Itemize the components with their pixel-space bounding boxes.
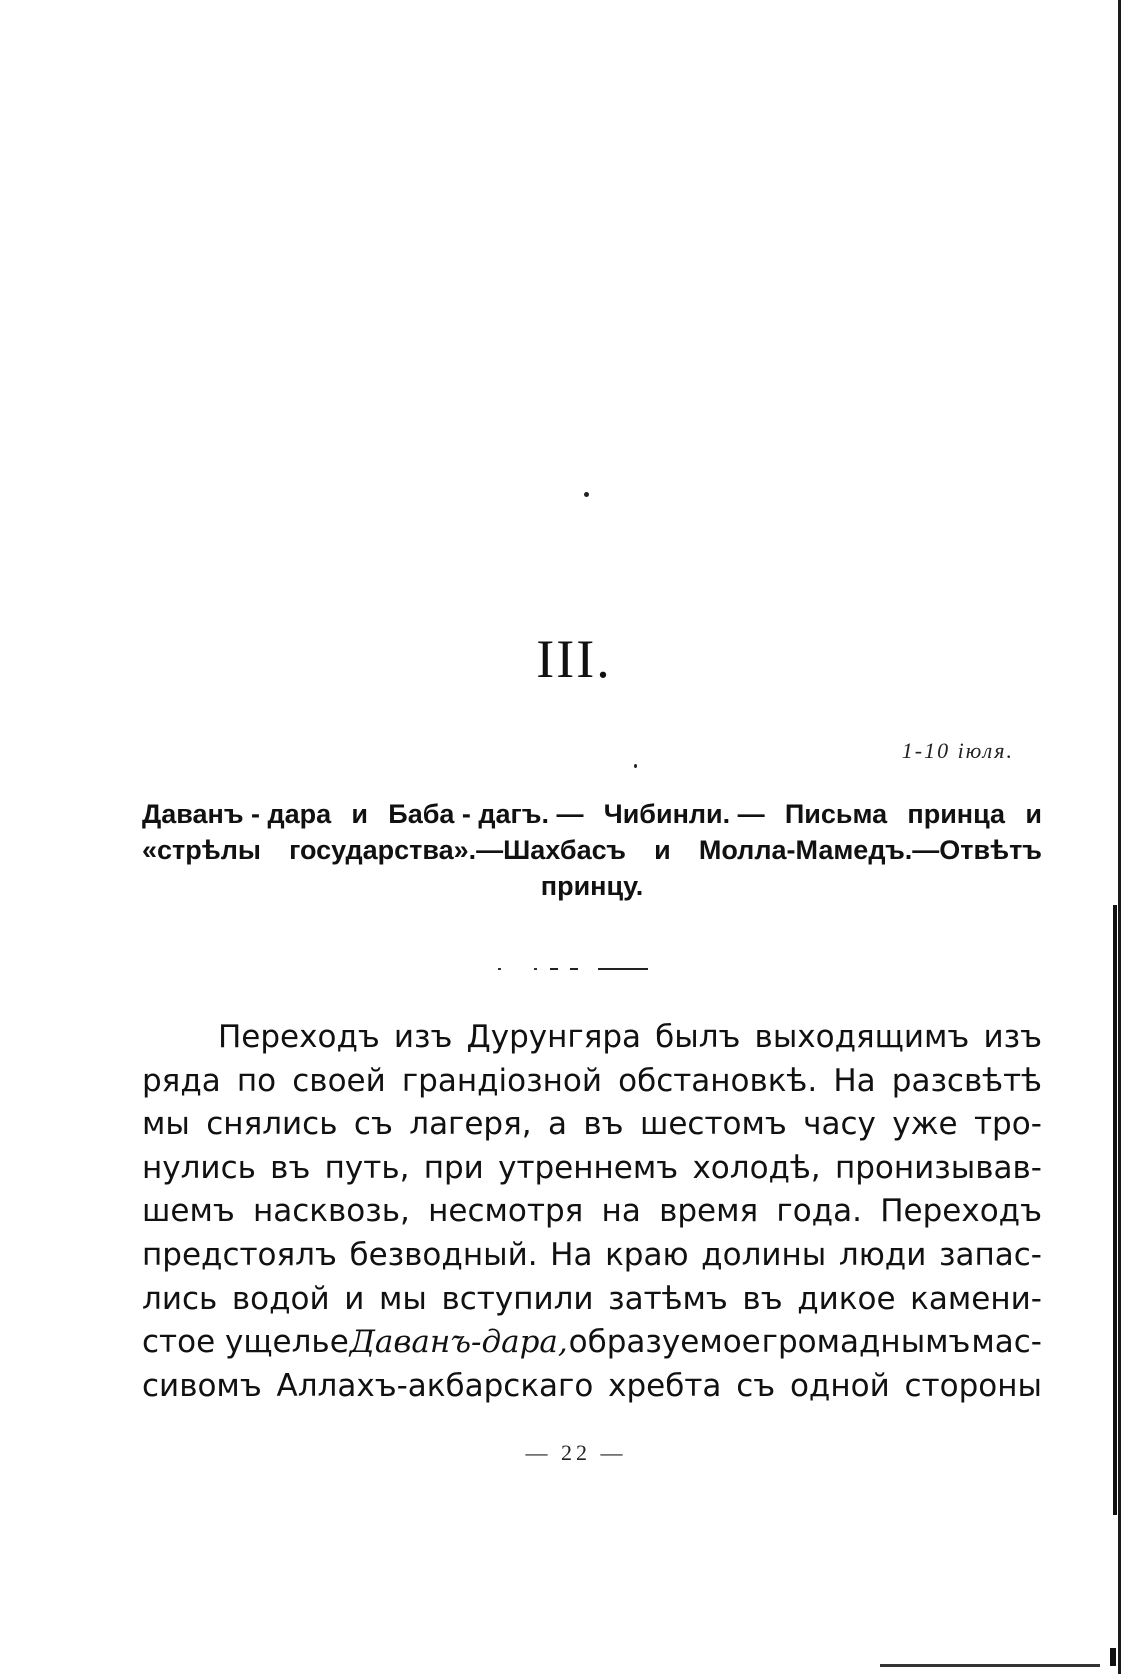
word: холодѣ, [692,1149,821,1186]
word: разсвѣтѣ [891,1062,1042,1099]
word: грандіозной [401,1062,602,1099]
word: въ [583,1106,624,1143]
text-line [142,1060,1042,1104]
text-line [142,1190,1042,1234]
divider-line [598,968,648,970]
summary-word: принцу. [540,871,644,901]
summary-line [142,868,1042,904]
word: былъ [655,1019,741,1055]
chapter-number: III. [536,629,612,689]
divider-dot [498,968,501,970]
word: громаднымъ [761,1324,971,1361]
summary-word: и [654,835,671,865]
word: тро- [974,1106,1042,1143]
word: Дурунгяра [466,1019,642,1055]
word: дикое [797,1280,896,1317]
word: года. [776,1193,862,1230]
word: Переходъ [880,1193,1042,1230]
word: выходящимъ [754,1019,970,1055]
word: безводный. [349,1236,538,1273]
text-line [142,1016,1042,1060]
word: обстановкѣ. [618,1062,818,1099]
text-line [142,1147,1042,1191]
word: время [659,1193,759,1230]
word: уже [892,1106,958,1143]
word: въ [742,1280,783,1317]
word: изъ [983,1019,1042,1055]
word: образуемое [568,1324,761,1361]
word: насквозь, [253,1193,410,1230]
text-line [142,1234,1042,1278]
word: люди [838,1236,927,1273]
word: мас- [971,1324,1042,1361]
word: снялись [206,1106,338,1143]
word: шестомъ [639,1106,787,1143]
divider-dash [570,968,578,970]
ink-speck [634,764,637,768]
summary-word: Баба - дагъ. — [388,799,584,829]
page-edge-shadow [1113,905,1117,1515]
word: шемъ [142,1193,235,1230]
word: нулись [142,1149,256,1186]
word: несмотря [428,1193,584,1230]
chapter-date: 1-10 іюля. [901,738,1014,763]
divider-dot [534,968,537,970]
word: на [601,1193,641,1230]
page-number: — 22 — [525,1440,627,1465]
summary-word: принца [907,799,1006,829]
word: изъ [393,1019,453,1055]
summary-line [142,832,1042,868]
word: запас- [938,1236,1042,1273]
scan-edge-mark [880,1664,1100,1667]
word: лагеря, [409,1106,532,1143]
text-line [142,1103,1042,1147]
word: долины [701,1236,827,1273]
word: путь, [324,1149,410,1186]
word: своей [292,1062,386,1099]
word: лись [142,1280,218,1317]
word: На [550,1236,593,1273]
phrase: стое ущелье [142,1324,349,1361]
italic-place-name: Даванъ-дара, [349,1324,568,1361]
word: сивомъ [142,1367,262,1404]
summary-word: «стрѣлы [142,835,261,865]
summary-word: Даванъ - дара [142,799,332,829]
word: утреннемъ [498,1149,679,1186]
word: водой [231,1280,330,1317]
text-line [142,1278,1042,1322]
word: по [236,1062,277,1099]
ink-speck [584,492,589,497]
word: стороны [904,1367,1042,1404]
summary-word: Молла-Мамедъ.—Отвѣтъ [698,835,1042,865]
word: краю [605,1236,689,1273]
divider-dash [550,968,558,970]
summary-word: и [351,799,369,829]
scan-edge-tick [1110,1648,1116,1666]
chapter-summary [142,796,1042,904]
body-paragraph [142,1016,1042,1408]
word: вступили [441,1280,594,1317]
word: Переходъ [218,1019,380,1055]
word: камени- [910,1280,1042,1317]
word: въ [270,1149,311,1186]
summary-word: государства».—Шахбасъ [289,835,626,865]
word: хребта [608,1367,722,1404]
word: а [548,1106,567,1143]
word: одной [789,1367,890,1404]
word: мы [142,1106,190,1143]
word: при [423,1149,484,1186]
word: предстоялъ [142,1236,337,1273]
word: съ [353,1106,393,1143]
word: мы [379,1280,427,1317]
summary-word: Письма [784,799,888,829]
word: ряда [142,1062,221,1099]
word: Аллахъ-акбарскаго [276,1367,594,1404]
page-edge-rule [1118,0,1121,1674]
word: На [833,1062,876,1099]
summary-line [142,796,1042,832]
word: пронизывав- [834,1149,1042,1186]
summary-word: и [1025,799,1042,829]
text-line [142,1365,1042,1409]
word: затѣмъ [608,1280,728,1317]
text-line [142,1321,1042,1365]
section-divider [498,966,648,972]
summary-word: Чибинли. — [603,799,765,829]
word: часу [803,1106,876,1143]
word: и [344,1280,365,1317]
word: съ [736,1367,776,1404]
